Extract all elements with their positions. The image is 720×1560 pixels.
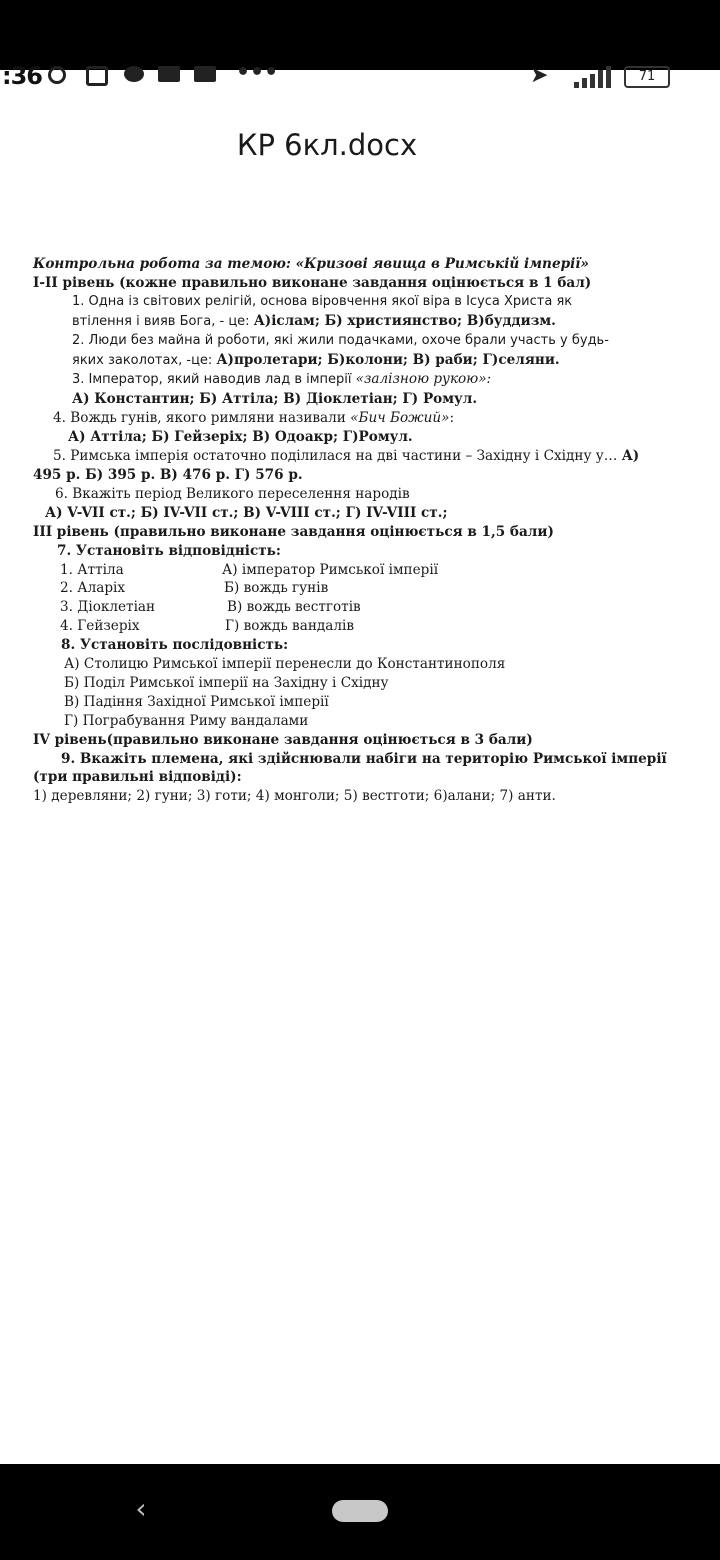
question-5: 5. Римська імперія остаточно поділилася на дві частини – Західну і Східну у… А) [53,448,640,465]
status-bar [0,58,720,90]
question-6: 6. Вкажіть період Великого переселення народів [55,485,410,502]
navigation-icon: ➤ [530,63,549,88]
question-7: 7. Установіть відповідність: [57,542,281,559]
doc-heading: Контрольна робота за темою: «Кризові явища в Римській імперії» [33,256,589,272]
sequence-item: В) Падіння Західної Римської імперії [64,693,329,710]
match-row: 1. Аттіла А) імператор Римської імперії [60,561,439,578]
match-row: 2. Аларіх Б) вождь гунів [60,580,329,597]
nfc-icon [86,66,108,86]
question-5-answers: 495 р. Б) 395 р. В) 476 р. Г) 576 р. [33,466,303,483]
question-4: 4. Вождь гунів, якого римляни називали «Бич Божий»: [53,410,455,427]
back-icon[interactable]: ‹ [135,1492,147,1525]
document-title: КР 6кл.docx [236,128,418,162]
level-1-heading: І-ІІ рівень (кожне правильно виконане завдання оцінюється в 1 бал) [33,274,592,291]
question-6-answers: А) V-VІІ ст.; Б) ІV-VІІ ст.; В) V-VІІІ ст.; Г) ІV-VІІІ ст.; [45,504,448,521]
question-1-line-2: втілення і вияв Бога, - це: А)іслам; Б) християнство; В)буддизм. [72,312,556,329]
notification-icon [48,66,66,84]
home-pill-icon[interactable] [332,1500,388,1522]
navigation-bar [0,1464,720,1560]
chat-icon [124,66,144,82]
translate-icon [194,66,216,82]
document-page [33,255,683,806]
match-row: 4. Гейзеріх Г) вождь вандалів [60,618,354,635]
question-3-answers: А) Константин; Б) Аттіла; В) Діоклетіан; Г) Ромул. [72,391,478,408]
question-9-options: 1) деревляни; 2) гуни; 3) готи; 4) монголи; 5) вестготи; 6)алани; 7) анти. [33,788,556,805]
question-2-line-2: яких заколотах, -це: А)пролетари; Б)колони; В) раби; Г)селяни. [72,351,560,368]
sequence-item: Б) Поділ Римської імперії на Західну і Східну [64,674,389,691]
question-9-note: (три правильні відповіді): [33,769,242,786]
question-2-line-1: 2. Люди без майна й роботи, які жили подачками, охоче брали участь у будь- [72,332,609,348]
level-4-heading: IV рівень(правильно виконане завдання оцінюється в 3 бали) [33,731,533,748]
status-time: :36 [2,62,42,90]
translate-icon [158,66,180,82]
question-1-line-1: 1. Одна із світових релігій, основа віровчення якої віра в Ісуса Христа як [72,293,573,309]
question-8: 8. Установіть послідовність: [61,637,289,654]
battery-icon: 71 [624,66,670,88]
question-9: 9. Вкажіть племена, які здійснювали набіги на територію Римської імперії [61,750,667,767]
signal-icon [566,66,614,88]
level-3-heading: ІІІ рівень (правильно виконане завдання оцінюється в 1,5 бали) [33,523,554,540]
more-icon: ••• [236,60,279,85]
question-4-answers: А) Аттіла; Б) Гейзеріх; В) Одоакр; Г)Ромул. [68,429,413,446]
match-row: 3. Діоклетіан В) вождь вестготів [60,599,361,616]
question-3: 3. Імператор, який наводив лад в імперії «залізною рукою»: [72,371,492,388]
sequence-item: Г) Пограбування Риму вандалами [64,712,309,729]
sequence-item: А) Столицю Римської імперії перенесли до Константинополя [64,655,506,672]
